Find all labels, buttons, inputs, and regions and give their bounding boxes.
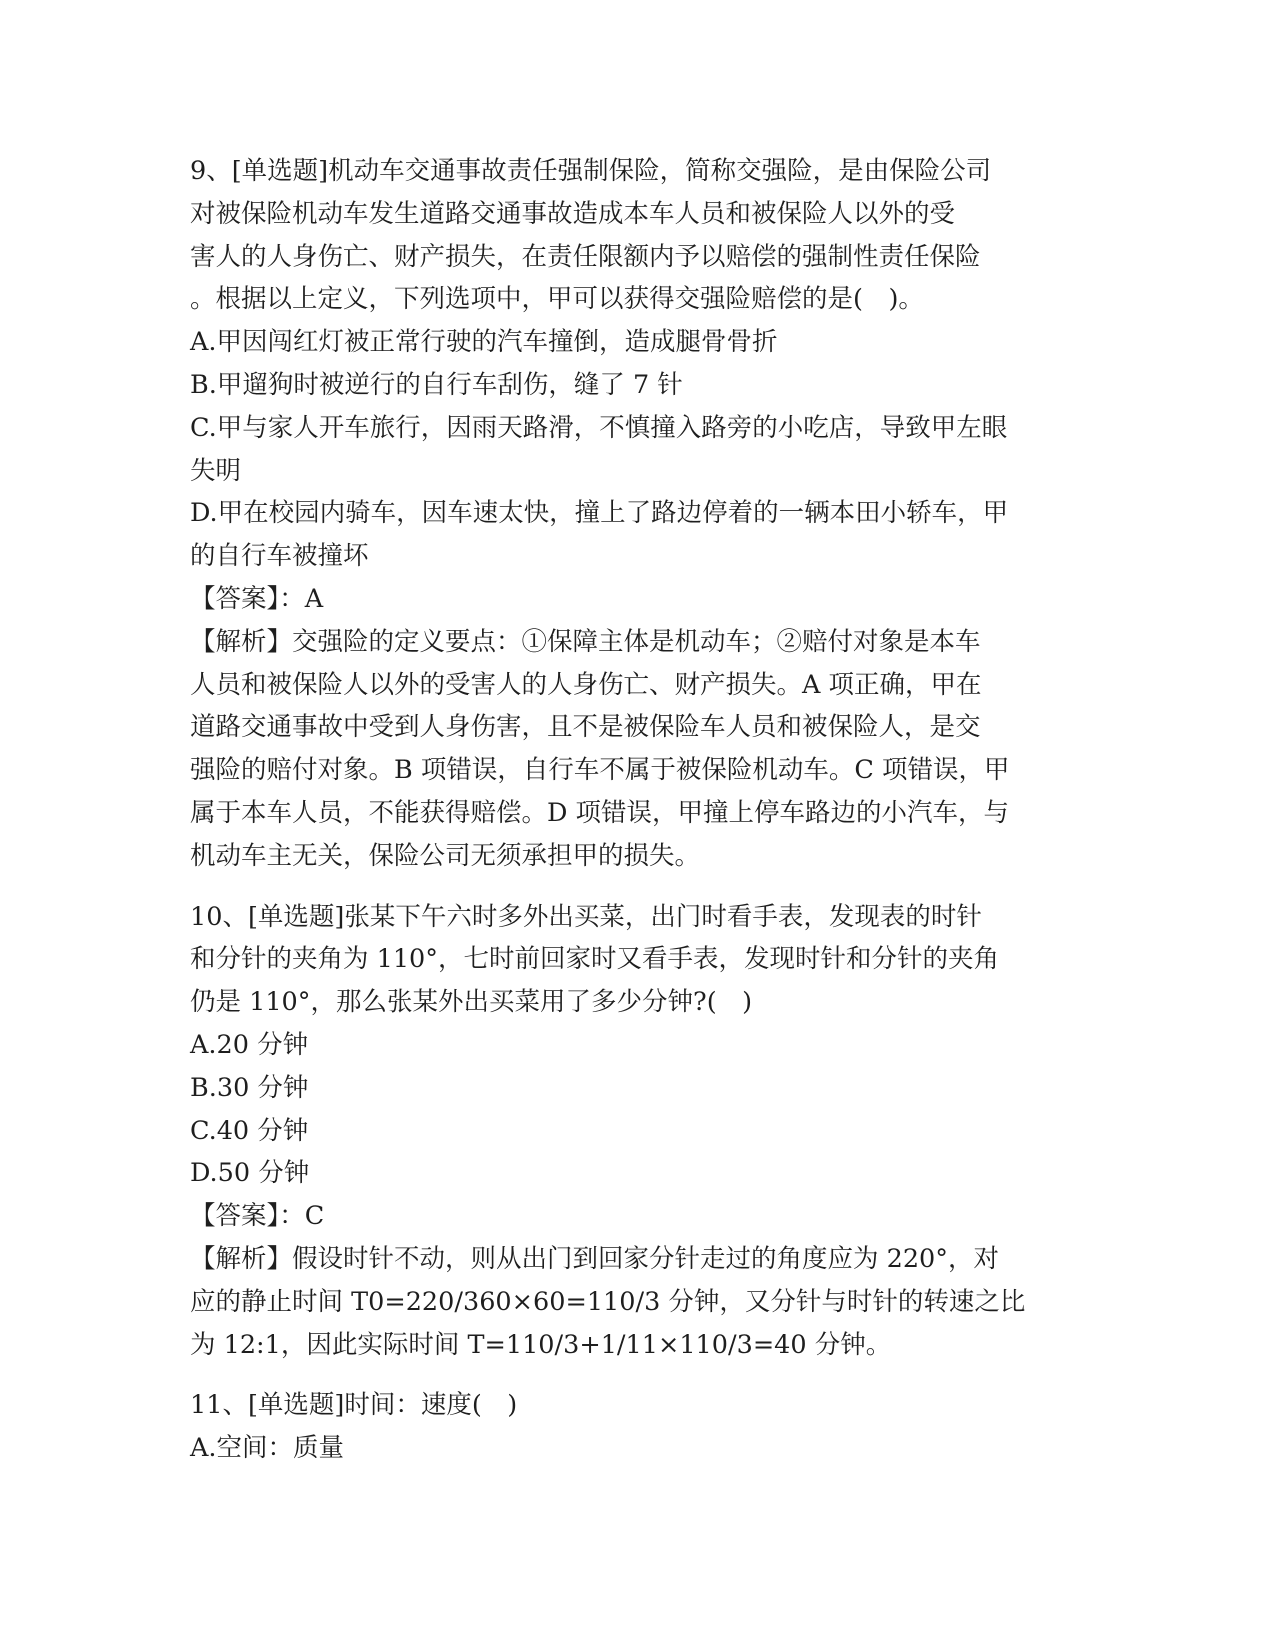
question-stem-line: 对被保险机动车发生道路交通事故造成本车人员和被保险人以外的受 [190, 198, 956, 229]
option-d: D.50 分钟 [190, 1158, 310, 1189]
option-a: A.20 分钟 [190, 1029, 309, 1060]
question-10 [190, 896, 1090, 1367]
question-spacer [190, 878, 1090, 896]
option-b: B.30 分钟 [190, 1072, 309, 1103]
document-page [190, 150, 1090, 1470]
analysis-line: 人员和被保险人以外的受害人的人身伤亡、财产损失。A 项正确，甲在 [190, 669, 982, 700]
answer: 【答案】：A [190, 583, 324, 614]
option-a: A.空间：质量 [190, 1433, 345, 1464]
analysis-line: 道路交通事故中受到人身伤害，且不是被保险车人员和被保险人，是交 [190, 712, 981, 743]
option-b: B.甲遛狗时被逆行的自行车刮伤，缝了 7 针 [190, 369, 683, 400]
analysis-line: 应的静止时间 T0=220/360×60=110/3 分钟，又分针与时针的转速之比 [190, 1286, 1026, 1317]
question-stem-line: 9、[单选题]机动车交通事故责任强制保险，简称交强险，是由保险公司 [190, 156, 992, 186]
analysis-line: 属于本车人员，不能获得赔偿。D 项错误，甲撞上停车路边的小汽车，与 [190, 797, 1010, 828]
question-stem-line: 10、[单选题]张某下午六时多外出买菜，出门时看手表，发现表的时针 [190, 901, 982, 932]
analysis-line: 【解析】假设时针不动，则从出门到回家分针走过的角度应为 220°，对 [190, 1243, 1000, 1274]
option-d-continued: 的自行车被撞坏 [190, 541, 369, 572]
option-a: A.甲因闯红灯被正常行驶的汽车撞倒，造成腿骨骨折 [190, 327, 778, 358]
analysis-line: 强险的赔付对象。B 项错误，自行车不属于被保险机动车。C 项错误，甲 [190, 755, 1010, 786]
analysis-line: 【解析】交强险的定义要点：①保障主体是机动车；②赔付对象是本车 [190, 626, 981, 657]
option-c: C.甲与家人开车旅行，因雨天路滑，不慎撞入路旁的小吃店，导致甲左眼 [190, 412, 1008, 443]
question-stem-line: 害人的人身伤亡、财产损失，在责任限额内予以赔偿的强制性责任保险 [190, 241, 981, 272]
answer: 【答案】：C [190, 1201, 325, 1232]
question-9 [190, 150, 1090, 878]
question-stem-line: 。根据以上定义，下列选项中，甲可以获得交强险赔偿的是( )。 [190, 284, 924, 315]
question-11 [190, 1384, 1090, 1470]
option-c-continued: 失明 [190, 455, 242, 486]
analysis-line: 为 12:1，因此实际时间 T=110/3+1/11×110/3=40 分钟。 [190, 1329, 892, 1360]
option-c: C.40 分钟 [190, 1115, 309, 1146]
analysis-line: 机动车主无关，保险公司无须承担甲的损失。 [190, 840, 701, 871]
question-stem-line: 仍是 110°，那么张某外出买菜用了多少分钟?( ) [190, 987, 753, 1018]
option-d: D.甲在校园内骑车，因车速太快，撞上了路边停着的一辆本田小轿车，甲 [190, 498, 1009, 529]
question-stem-line: 和分针的夹角为 110°，七时前回家时又看手表，发现时针和分针的夹角 [190, 944, 1000, 975]
question-spacer [190, 1366, 1090, 1384]
question-stem-line: 11、[单选题]时间：速度( ) [190, 1390, 518, 1421]
